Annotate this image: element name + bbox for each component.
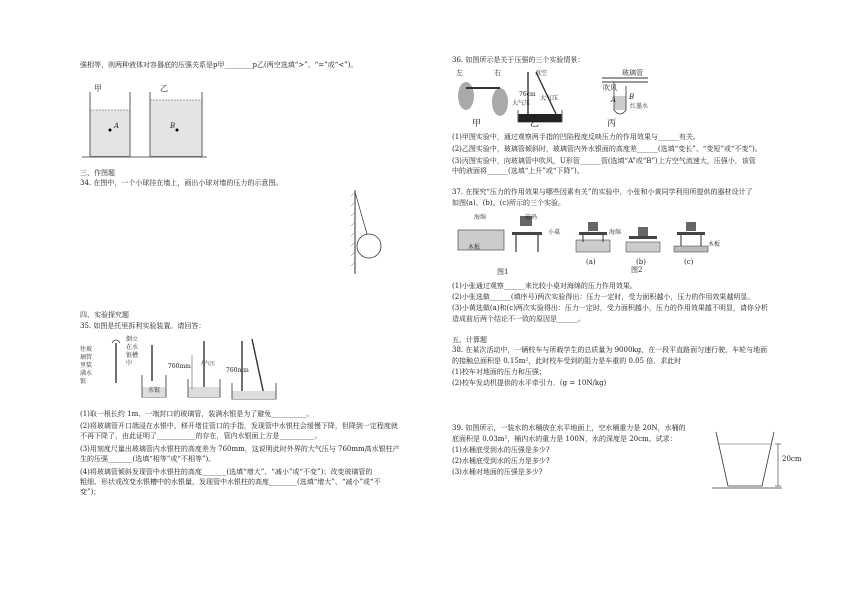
question-35: 35. 如图是托里拆利实验装置。请回答： [80,322,206,330]
q37-part2: (2)小张选做______(填序号)两次实验得出：压力一定时，受力面积越小，压力的作用效果越明显。 [452,293,755,301]
q35-part3b: 生的压强_______(选填“相等”或“不相等”)。 [80,455,216,463]
label-weight: 砝码 [525,214,538,221]
q35-part2b: 不再下降了，由此证明了___________的存在，管内水银面上方是__________。 [80,432,322,440]
question-34: 34. 在图中，一个小球挂在墙上，画出小球对墙的压力的示意图。 [80,179,283,187]
q33-tail: 强相等，则两种液体对容器底的压强关系是p甲________p乙(两空选填“>”、“=”或“<”)。 [80,61,358,69]
label-fig-yi: 乙 [530,119,540,129]
q35-part4a: (4)将玻璃管倾斜发现管中水银柱的高度_______(选填“增大”、“减小”或“不变”)；改变玻璃管的 [80,468,373,476]
label-fig-jia: 甲 [472,119,482,129]
q39-part2: (2)水桶底受到水的压力是多少? [452,457,550,465]
label-760-b: 760mm [226,367,249,374]
question-37b: 如图(a)、(b)、(c)所示的三个实验。 [452,199,565,207]
question-38b: 的接触总面积是 0.15m²，此时校车受到的阻力是车重的 0.05 倍．求此时 [452,357,682,365]
label-tube-b: B [629,93,635,101]
label-fig1: 图1 [497,268,509,276]
label-760-a: 760mm [168,363,191,370]
q37-part1: (1)小张通过观察______来比较小桌对海绵的压力作用效果。 [452,282,637,290]
question-36: 36. 如图所示是关于压强的三个实验情景： [452,56,585,64]
label-fig-b: (b) [636,258,646,266]
label-left: 左 [456,69,463,77]
section-experiment: 四、实验探究题 [80,311,129,319]
label-glass-tube: 玻璃管 [622,69,643,77]
question-38a: 38. 在某次活动中，一辆校车与所载学生的总质量为 9000kg，在一段平直路面匀速行驶，车轮与地面 [452,346,768,354]
containers-figure [82,82,207,160]
section-drawing: 三、作图题 [80,169,115,177]
q36-part1: (1)甲图实验中，通过观察两手指的凹陷程度反映压力的作用效果与______有关。 [452,133,700,141]
q36-part3a: (3)丙图实验中，向玻璃管中吹风，U形管______管(选填“A”或“B”)上方空气流速大，压强小，该管 [452,157,756,165]
label-blow: 吹风 [603,84,617,92]
label-atm: 大气压 [200,361,216,367]
question-39b: 底面积是 0.03m²，桶内水的重力是 100N，水的深度是 20cm。试求： [452,435,677,443]
q37-part3a: (3)小黄选做(a)和(c)两次实验得出：压力一定时，受力面积越小，压力的作用效果越不明显，请你分析 [452,304,768,312]
label-point-a: A [114,122,120,130]
small-table-figure [452,210,712,272]
label-depth: 20cm [782,455,802,463]
label-board: 木板 [468,244,481,251]
q35-part1: (1)取一根长约 1m、一端封口的玻璃管，装满水银是为了避免__________。 [80,410,314,418]
label-fig-c: (c) [684,258,694,266]
q37-part3b: 造成前后两个结论不一致的原因是______。 [452,315,585,323]
label-sponge: 海绵 [474,214,487,221]
q35-part4c: 变”)； [80,488,101,496]
label-fig-a: (a) [586,258,596,266]
q39-part3: (3)水桶对地面的压强是多少? [452,468,543,476]
q36-part3b: 中的液面将______(选填“上升”或“下降”)。 [452,167,584,175]
q38-part1: (1)校车对地面的压力和压强； [452,368,546,376]
label-vacuum: 真空 [535,70,548,77]
label-right: 右 [494,69,501,77]
label-table: 小桌 [548,229,561,236]
label-sponge-2: 海绵 [609,229,622,236]
label-mercury: 水银 [148,387,161,394]
q35-part4b: 粗细、形状或改变水银槽中的水银量，发现管中水银柱的高度________(选填“增大”、“减小”或“不 [80,478,381,486]
q35-part2a: (2)将玻璃管开口端浸在水银中，移开堵住管口的手指，发现管中水银柱会缓慢下降，但降到一定程度就 [80,422,398,430]
question-39a: 39. 如图所示，一装水的水桶放在水平地面上，空水桶重力是 20N，水桶的 [452,424,686,432]
label-jia: 甲 [94,84,102,93]
q35-part3a: (3)用刻度尺量出玻璃管内水银柱的高度差为 760mm，这说明此时外界的大气压与 760mm高水银柱产 [80,445,400,453]
label-tube-a: A [611,96,617,104]
label-atm2: 大气压 [540,95,559,102]
label-step2: 倒立 在水 银槽 中 [126,336,139,367]
section-calculation: 五、计算题 [452,336,487,344]
q38-part2: (2)校车发动机提供的水平牵引力．(g = 10N/kg) [452,379,607,387]
q36-part2: (2)乙图实验中，玻璃管倾斜时，玻璃管内外水银面的高度差______(选填“变长”、“变短”或“不变”)。 [452,145,762,153]
label-step1: 往玻 璃管 里装 满水 银 [80,346,93,385]
ball-wall-figure [345,188,385,276]
label-fig2: 图2 [631,266,643,274]
label-atm1: 大气压 [512,100,531,107]
label-red-ink: 红墨水 [630,103,649,110]
label-board-2: 木板 [708,241,721,248]
label-yi: 乙 [160,84,168,93]
q39-part1: (1)水桶底受到水的压强是多少? [452,446,550,454]
label-76cm: 76cm [519,91,536,98]
label-fig-bing: 丙 [607,119,617,129]
label-point-b: B [170,122,176,130]
question-37a: 37. 在探究“压力的作用效果与哪些因素有关”的实验中，小张和小黄同学利用所提供的器材设计了 [452,188,753,196]
